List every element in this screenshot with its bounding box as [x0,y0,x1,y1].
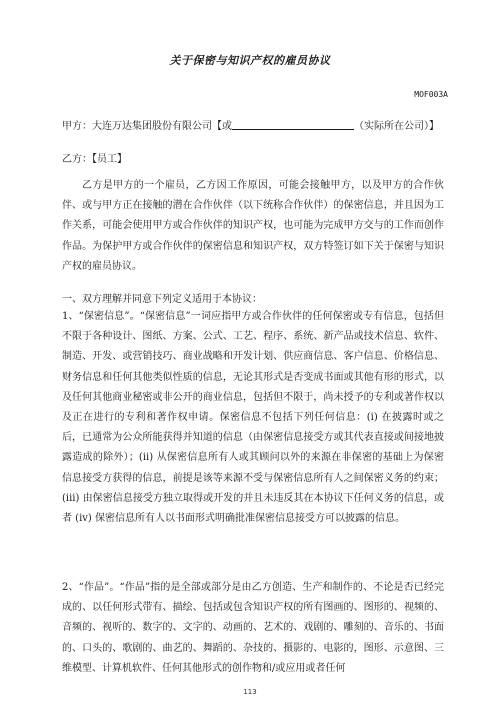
section-heading: 一、双方理解并同意下列定义适用于本协议： [62,294,262,305]
party-a-text: 甲方：大连万达集团股份有限公司【或 [62,121,232,132]
document-code: MOF003A [414,90,448,99]
document-title: 关于保密与知识产权的雇员协议 [169,54,331,67]
definition-confidential-info: 1、“保密信息”。“保密信息”一词应指甲方或合作伙伴的任何保密或专有信息，包括但不限于各种设计、图纸、方案、公式、工艺、程序、系统、新产品或技术信息、软件、制造、开发、或营销技巧、商业战略和开发计划、供应商信息、客户信息、价格信息、财务信息和任何其他类似性质的信息，无论其形式是否变成书面或其他有形的形式，以及任何其他商业秘密或非公开的商业信息，包括但不限于，尚未授予的专利或著作权以及正在进行的专利和著作权申请。保密信息不包括下列任何信息：(i) 在披露时或之后，已通常为公众所能获得并知道的信息（由保密信息接受方或其代表直接或间接地披露造成的除外）；(ii) 从保密信息所有人或其顾问以外的来源在非保密的基础上为保密信息接受方获得的信息，前提是该等来源不受与保密信息所有人之间保密义务的约束；(iii) 由保密信息接受方独立取得或开发的并且未违反其在本协议下任何义务的信息，或者 (iv) 保密信息所有人以书面形式明确批准保密信息接受方可以披露的信息。 [62,311,444,525]
party-a-suffix: （实际所在公司）】 [354,121,439,132]
party-b-line: 乙方：【员工】 [62,154,127,165]
party-a-blank [232,119,354,130]
page-number: 113 [243,688,257,696]
intro-paragraph: 乙方是甲方的一个雇员，乙方因工作原因，可能会接触甲方，以及甲方的合作伙伴、或与甲方正在接触的潜在合作伙伴（以下统称合作伙伴）的保密信息，并且因为工作关系，可能会使用甲方或合作伙伴的知识产权，也可能为完成甲方交与的工作而创作作品。为保护甲方或合作伙伴的保密信息和知识产权，双方特签订如下关于保密与知识产权的雇员协议。 [62,180,444,272]
definition-works: 2、“作品”。“作品”指的是全部或部分是由乙方创造、生产和制作的、不论是否已经完成的、以任何形式带有、描绘、包括或包含知识产权的所有图画的、图形的、视频的、音频的、视听的、数字的、文字的、动画的、艺术的、戏剧的、雕刻的、音乐的、书面的、口头的、歌剧的、曲艺的、舞蹈的、杂技的、摄影的、电影的，图形、示意图、三维模型、计算机软件、任何其他形式的创作物和/或应用或者任何 [62,582,444,674]
party-a-line [62,117,439,132]
